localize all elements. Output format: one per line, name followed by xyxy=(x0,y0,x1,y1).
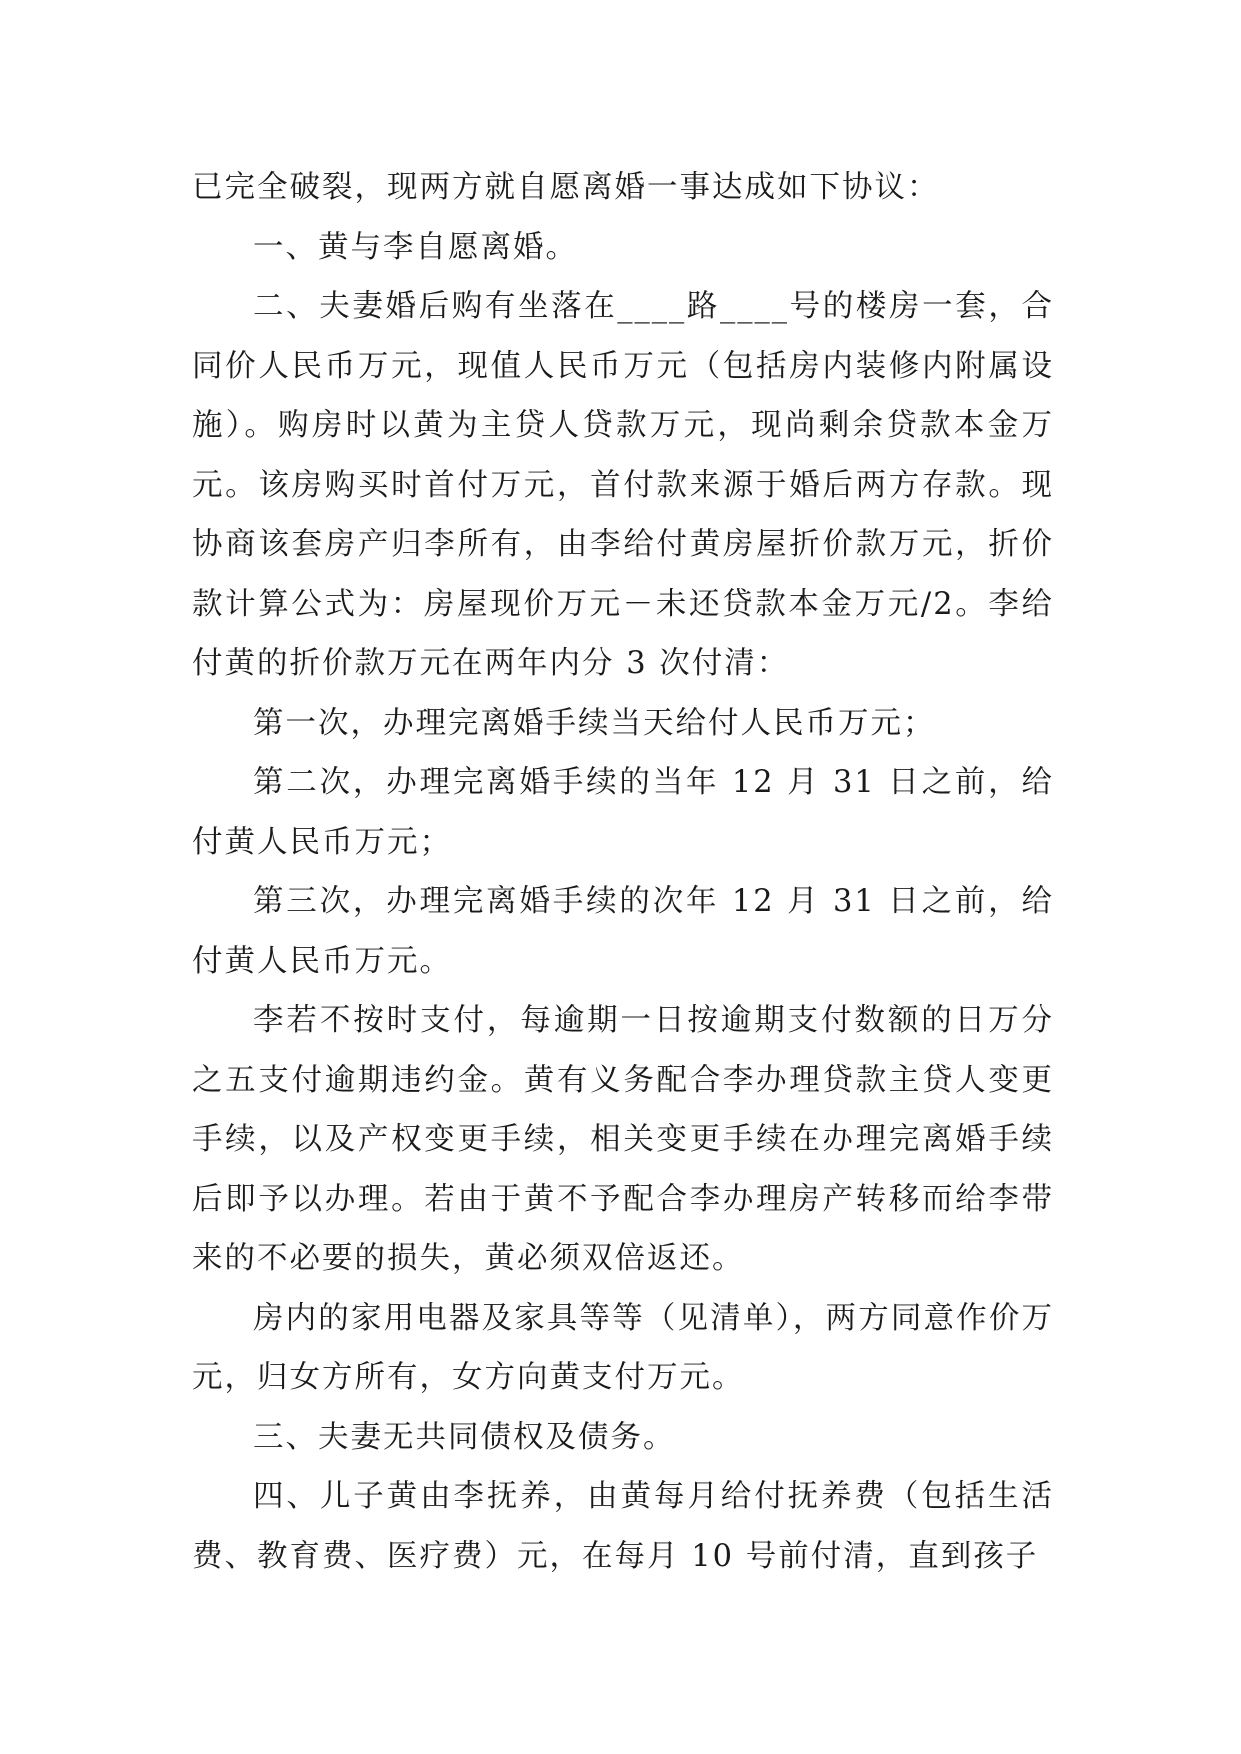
paragraph-intro: 已完全破裂，现两方就自愿离婚一事达成如下协议： xyxy=(192,170,940,205)
document-body xyxy=(192,158,1054,1586)
paragraph-furniture: 房内的家用电器及家具等等（见清单），两方同意作价万元，归女方所有，女方向黄支付万元。 xyxy=(192,1300,1054,1395)
paragraph-payment-3: 第三次，办理完离婚手续的次年 12 月 31 日之前，给付黄人民币万元。 xyxy=(192,884,1054,979)
paragraph-payment-2: 第二次，办理完离婚手续的当年 12 月 31 日之前，给付黄人民币万元； xyxy=(192,765,1054,860)
paragraph-clause-2-property: 二、夫妻婚后购有坐落在____路____号的楼房一套，合同价人民币万元，现值人民币万元（包括房内装修内附属设施）。购房时以黄为主贷人贷款万元，现尚剩余贷款本金万元。该房购买时首付万元，首付款来源于婚后两方存款。现协商该套房产归李所有，由李给付黄房屋折价款万元，折价款计算公式为：房屋现价万元－未还贷款本金万元/2。李给付黄的折价款万元在两年内分 3 次付清： xyxy=(192,289,1054,681)
paragraph-late-penalty: 李若不按时支付，每逾期一日按逾期支付数额的日万分之五支付逾期违约金。黄有义务配合李办理贷款主贷人变更手续，以及产权变更手续，相关变更手续在办理完离婚手续后即予以办理。若由于黄不予配合李办理房产转移而给李带来的不必要的损失，黄必须双倍返还。 xyxy=(192,1003,1054,1276)
paragraph-payment-1: 第一次，办理完离婚手续当天给付人民币万元； xyxy=(253,705,936,741)
paragraph-clause-1: 一、黄与李自愿离婚。 xyxy=(253,229,578,265)
paragraph-clause-4-custody: 四、儿子黄由李抚养，由黄每月给付抚养费（包括生活费、教育费、医疗费）元，在每月 10 号前付清，直到孩子 xyxy=(192,1479,1054,1574)
paragraph-clause-3-debts: 三、夫妻无共同债权及债务。 xyxy=(253,1419,676,1455)
